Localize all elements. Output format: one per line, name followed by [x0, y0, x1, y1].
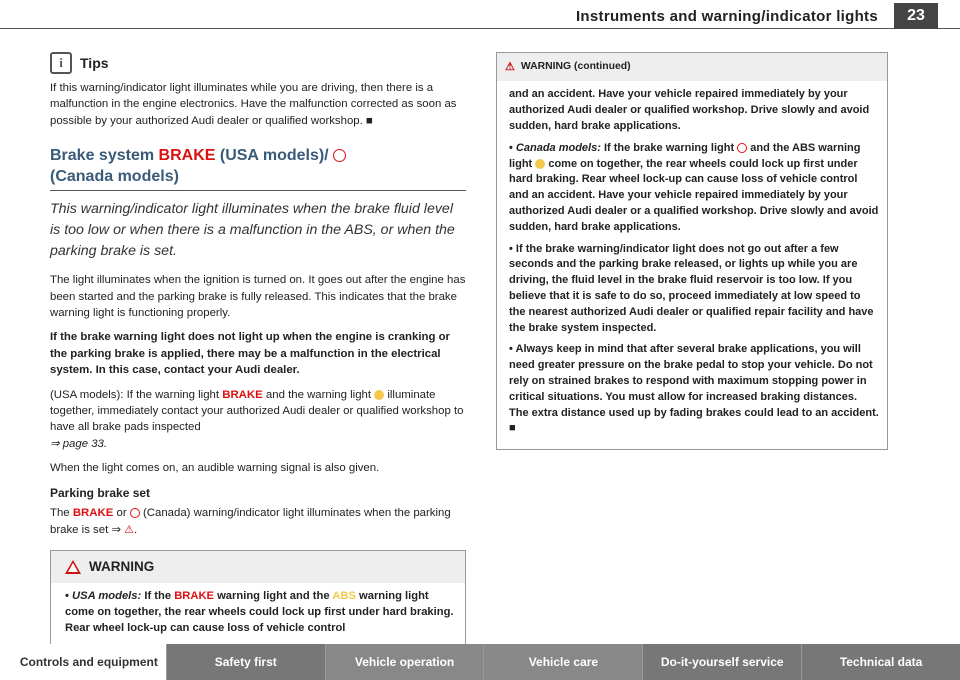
warning-triangle-icon: [65, 560, 81, 574]
warning-box: [50, 550, 466, 646]
warning-header: [51, 551, 465, 583]
header-rule: [0, 28, 960, 29]
tab-vehicle-operation[interactable]: Vehicle operation: [325, 644, 484, 680]
tab-safety[interactable]: Safety first: [166, 644, 325, 680]
brake-heading: Brake system BRAKE (USA models)/ (Canada models): [50, 145, 466, 191]
brake-symbol-icon: BRAKE: [158, 147, 216, 165]
para-usa: (USA models): If the warning light BRAKE and the warning light illuminate together, immediately contact your authorized Audi dealer or qualified workshop to have all brake pads inspected ⇒ page 33.: [50, 388, 464, 450]
abs-light-icon: ABS: [332, 590, 356, 603]
warning-para: • If the brake warning/indicator light does not go out after a few seconds and the parking brake released, or lights up while you are driving, the fluid level in the brake fluid reservoir is too low. If you believe that it is safe to do so, proceed immediately at low speed to the nearest authorized Audi dealer or qualified repair facility and have the brake system inspected.: [509, 242, 874, 334]
page-reference-link[interactable]: ⇒ page 33.: [50, 437, 108, 450]
tab-controls[interactable]: Controls and equipment: [0, 644, 166, 680]
warning-para: and an accident. Have your vehicle repaired immediately by your authorized Audi dealer or qualified workshop. Drive slowly and avoid sudden, hard brake applications.: [509, 88, 870, 132]
tips-text: If this warning/indicator light illuminates while you are driving, then there is a malfunction in the engine electronics. Have the malfunction corrected as soon as possible by your authorized Audi dealer or qualified workshop. ■: [50, 82, 457, 127]
warning-continued-text: [497, 81, 887, 449]
info-icon: i: [50, 52, 72, 74]
section-title: Instruments and warning/indicator lights: [575, 8, 878, 25]
warning-text: • USA models: If the BRAKE warning light and the ABS warning light come on together, the rear wheels could lock up first under hard braking. Rear wheel lock-up can cause loss of vehicle control: [65, 590, 454, 634]
warning-continued-box: [496, 52, 888, 450]
right-column: [496, 52, 888, 450]
left-column: [50, 52, 466, 646]
warning-continued-header: ⚠ WARNING (continued): [497, 53, 887, 81]
parking-brake-heading: Parking brake set: [50, 485, 151, 500]
warning-triangle-icon: ⚠: [505, 61, 515, 73]
para-parking: The BRAKE or (Canada) warning/indicator light illuminates when the parking brake is set ⇒ ⚠.: [50, 505, 466, 538]
footer-nav: [0, 644, 960, 680]
brake-symbol-icon: BRAKE: [222, 388, 263, 401]
tips-header: [50, 52, 466, 74]
brake-circle-icon: [737, 143, 747, 153]
tab-vehicle-care[interactable]: Vehicle care: [483, 644, 642, 680]
para-signal: When the light comes on, an audible warning signal is also given.: [50, 462, 380, 475]
tips-label: Tips: [80, 54, 109, 71]
abs-light-icon: [374, 390, 384, 400]
para-malfunction: If the brake warning light does not light up when the engine is cranking or the parking brake is applied, there may be a malfunction in the electrical system. In this case, contact your Audi dealer.: [50, 331, 450, 377]
abs-light-icon: [535, 159, 545, 169]
brake-circle-icon: [333, 149, 346, 162]
brake-circle-icon: [130, 508, 140, 518]
para-function: The light illuminates when the ignition is turned on. It goes out after the engine has been started and the parking brake is fully released. This indicates that the brake warning light is functioning properly.: [50, 274, 466, 320]
warning-triangle-icon[interactable]: ⚠: [124, 523, 134, 536]
brake-symbol-icon: BRAKE: [72, 507, 114, 520]
warning-title: WARNING: [89, 558, 155, 574]
warning-para: • Always keep in mind that after several brake applications, you will need greater pressure on the brake pedal to stop your vehicle. Do not rely on strained brakes to respond with maximum stopping power in critical situations. You must allow for increased braking distances. The extra distance used up by fading brakes could lead to an accident. ■: [509, 343, 879, 435]
brake-symbol-icon: BRAKE: [174, 590, 214, 603]
intro-text: This warning/indicator light illuminates when the brake fluid level is too low or when there is a malfunction in the ABS, or when the parking brake is set.: [50, 201, 455, 260]
warning-para: • Canada models: If the brake warning light and the ABS warning light come on together, the rear wheels could lock up first under hard braking. Rear wheel lock-up can cause loss of vehicle control and an accident. Have your vehicle repaired immediately by your authorized Audi dealer or a qualified workshop. Drive slowly and avoid sudden, hard brake applications.: [509, 141, 879, 233]
page-number: 23: [894, 3, 938, 29]
tab-technical-data[interactable]: Technical data: [801, 644, 960, 680]
tab-diy-service[interactable]: Do-it-yourself service: [642, 644, 801, 680]
